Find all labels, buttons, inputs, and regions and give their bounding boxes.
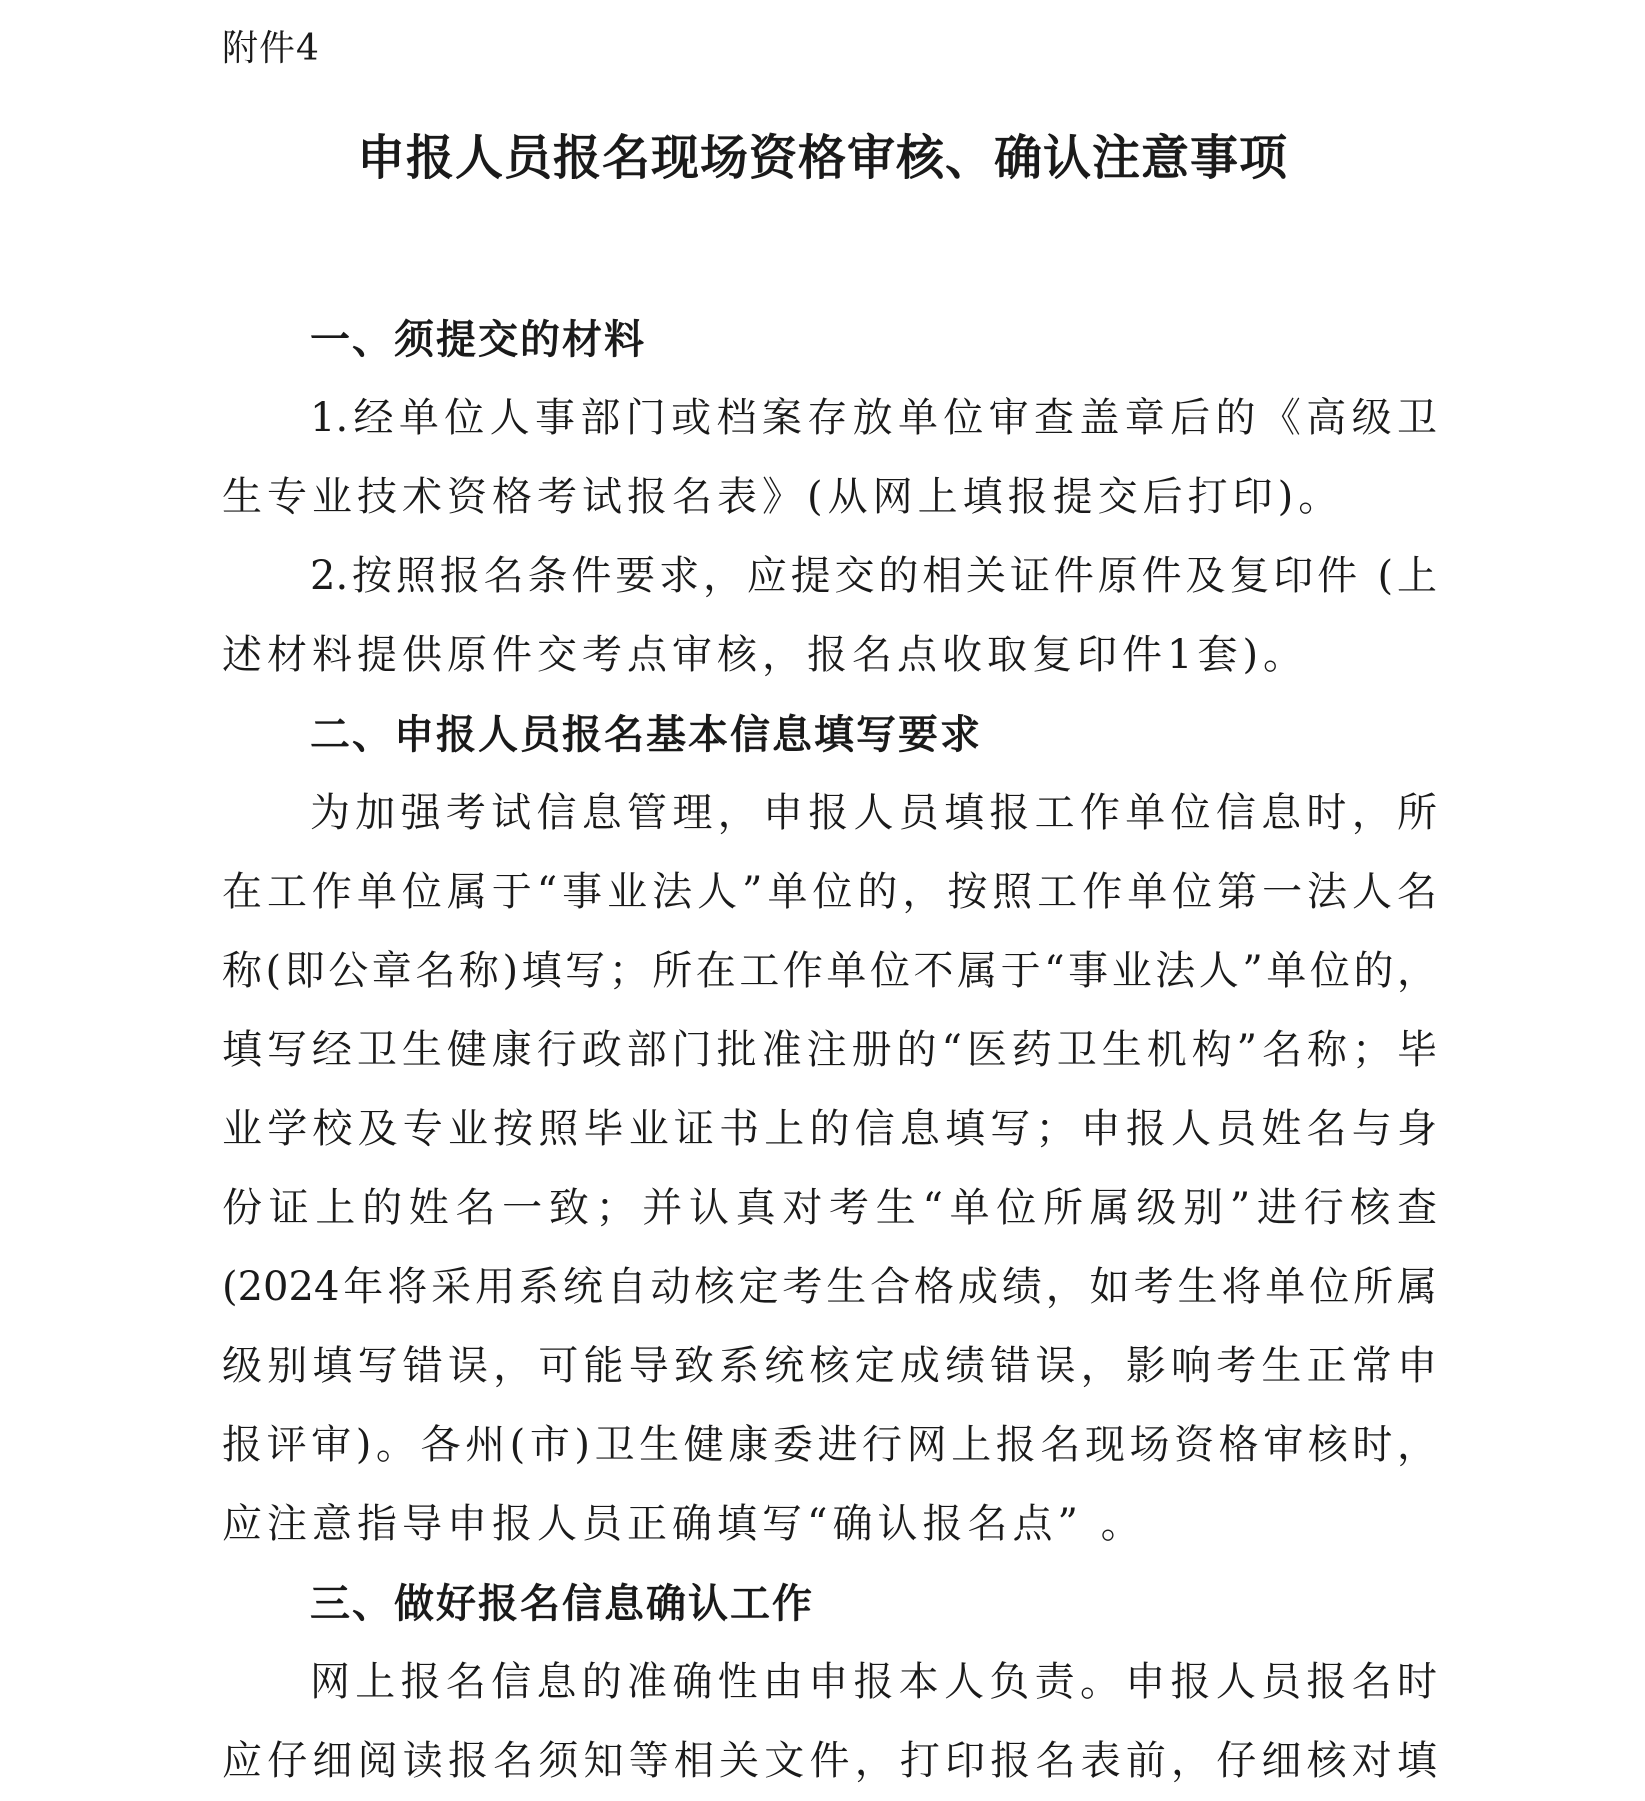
document-title: 申报人员报名现场资格审核、确认注意事项: [356, 130, 1288, 186]
document-body: [222, 300, 1437, 1801]
section-heading-confirmation: 三、做好报名信息确认工作: [310, 1580, 814, 1627]
attachment-label: 附件4: [222, 28, 320, 69]
body-line: 业学校及专业按照毕业证书上的信息填写；申报人员姓名与身: [222, 1106, 1437, 1152]
section-heading-info-requirements: 二、申报人员报名基本信息填写要求: [310, 711, 982, 758]
body-line: 生专业技术资格考试报名表》(从网上填报提交后打印)。: [222, 474, 1344, 520]
body-line: 2.按照报名条件要求，应提交的相关证件原件及复印件 (上: [310, 553, 1437, 599]
body-line: 报评审)。各州(市)卫生健康委进行网上报名现场资格审核时，: [222, 1422, 1437, 1468]
body-line: 应注意指导申报人员正确填写“确认报名点” 。: [222, 1501, 1146, 1547]
body-line: 称(即公章名称)填写；所在工作单位不属于“事业法人”单位的，: [222, 948, 1437, 994]
body-line: 级别填写错误，可能导致系统核定成绩错误，影响考生正常申: [222, 1343, 1437, 1389]
body-line: 网上报名信息的准确性由申报本人负责。申报人员报名时: [310, 1659, 1437, 1705]
body-line: 填写经卫生健康行政部门批准注册的“医药卫生机构”名称；毕: [222, 1027, 1437, 1073]
body-line: 份证上的姓名一致；并认真对考生“单位所属级别”进行核查: [222, 1185, 1437, 1231]
section-heading-materials: 一、须提交的材料: [310, 316, 646, 363]
body-line: 为加强考试信息管理，申报人员填报工作单位信息时，所: [310, 790, 1437, 836]
body-line: 应仔细阅读报名须知等相关文件，打印报名表前，仔细核对填: [222, 1738, 1437, 1784]
body-line: 述材料提供原件交考点审核，报名点收取复印件1套)。: [222, 632, 1309, 678]
body-line: 在工作单位属于“事业法人”单位的，按照工作单位第一法人名: [222, 869, 1437, 915]
body-line: (2024年将采用系统自动核定考生合格成绩，如考生将单位所属: [222, 1264, 1437, 1310]
body-line: 1.经单位人事部门或档案存放单位审查盖章后的《高级卫: [310, 395, 1437, 441]
